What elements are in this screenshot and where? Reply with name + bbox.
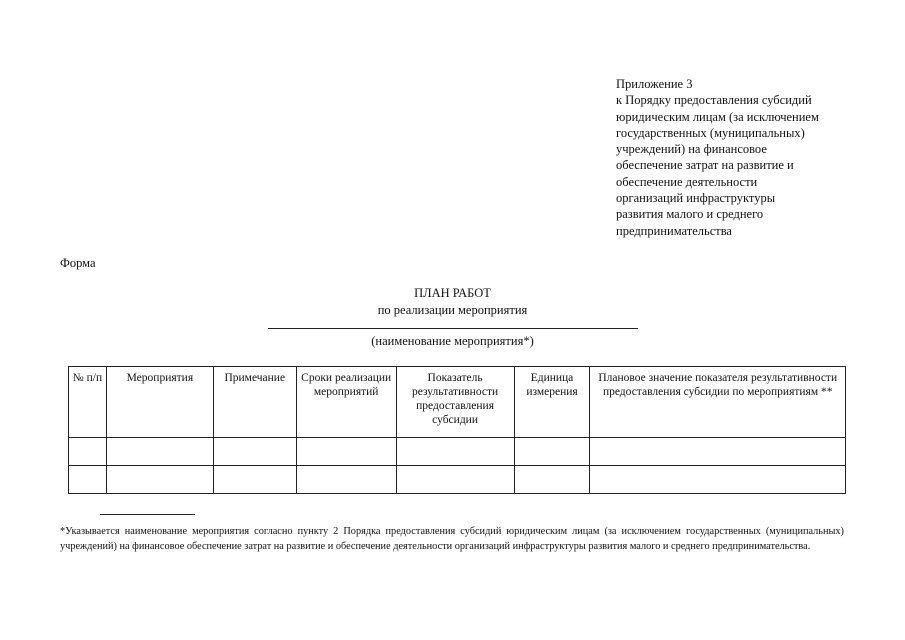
col-header-number: № п/п bbox=[69, 367, 107, 438]
event-name-caption: (наименование мероприятия*) bbox=[371, 334, 534, 348]
table-cell bbox=[396, 466, 514, 494]
appendix-line: к Порядку предоставления субсидий bbox=[616, 93, 812, 108]
appendix-note bbox=[616, 76, 876, 239]
appendix-line: развития малого и среднего bbox=[616, 207, 764, 222]
appendix-line: обеспечение деятельности bbox=[616, 174, 758, 189]
col-header-indicator: Показатель результативности предоставления субсидии bbox=[396, 367, 514, 438]
table-cell bbox=[590, 466, 846, 494]
table-cell bbox=[590, 438, 846, 466]
page-subtitle: по реализации мероприятия bbox=[377, 303, 528, 317]
col-header-planned-value: Плановое значение показателя результативности предоставления субсидии по мероприятиям ** bbox=[590, 367, 846, 438]
appendix-line: организаций инфраструктуры bbox=[616, 191, 776, 206]
appendix-line: обеспечение затрат на развитие и bbox=[616, 158, 794, 173]
work-plan-table bbox=[68, 366, 846, 494]
col-header-note: Примечание bbox=[213, 367, 296, 438]
table-header-row bbox=[69, 367, 846, 438]
appendix-line: юридическим лицам (за исключением bbox=[616, 109, 819, 124]
footnote-text: *Указывается наименование мероприятия согласно пункту 2 Порядка предоставления субсидий юридическим лицам (за исключением государственных (муниципальных) учреждений) на финансовое обеспечение затрат на развитие и обеспечение деятельности организаций инфраструктуры развития малого и среднего предпринимательства. bbox=[60, 526, 844, 552]
appendix-line: предпринимательства bbox=[616, 223, 732, 238]
event-name-line bbox=[268, 328, 638, 329]
table-cell bbox=[514, 438, 590, 466]
footnote-divider bbox=[100, 514, 195, 515]
appendix-line: Приложение 3 bbox=[616, 77, 693, 91]
table-cell bbox=[296, 466, 396, 494]
form-label: Форма bbox=[60, 256, 96, 270]
appendix-line: учреждений) на финансовое bbox=[616, 142, 767, 157]
table-row bbox=[69, 466, 846, 494]
appendix-line: государственных (муниципальных) bbox=[616, 125, 805, 140]
table-cell bbox=[213, 438, 296, 466]
table-cell bbox=[69, 466, 107, 494]
table-cell bbox=[69, 438, 107, 466]
table-row bbox=[69, 438, 846, 466]
table-cell bbox=[296, 438, 396, 466]
table-cell bbox=[396, 438, 514, 466]
table-cell bbox=[106, 466, 213, 494]
table-cell bbox=[106, 438, 213, 466]
col-header-unit: Единица измерения bbox=[514, 367, 590, 438]
footnote bbox=[60, 524, 844, 554]
col-header-deadlines: Сроки реализации мероприятий bbox=[296, 367, 396, 438]
page-title: ПЛАН РАБОТ bbox=[414, 286, 491, 300]
table-cell bbox=[514, 466, 590, 494]
col-header-events: Мероприятия bbox=[106, 367, 213, 438]
table-cell bbox=[213, 466, 296, 494]
